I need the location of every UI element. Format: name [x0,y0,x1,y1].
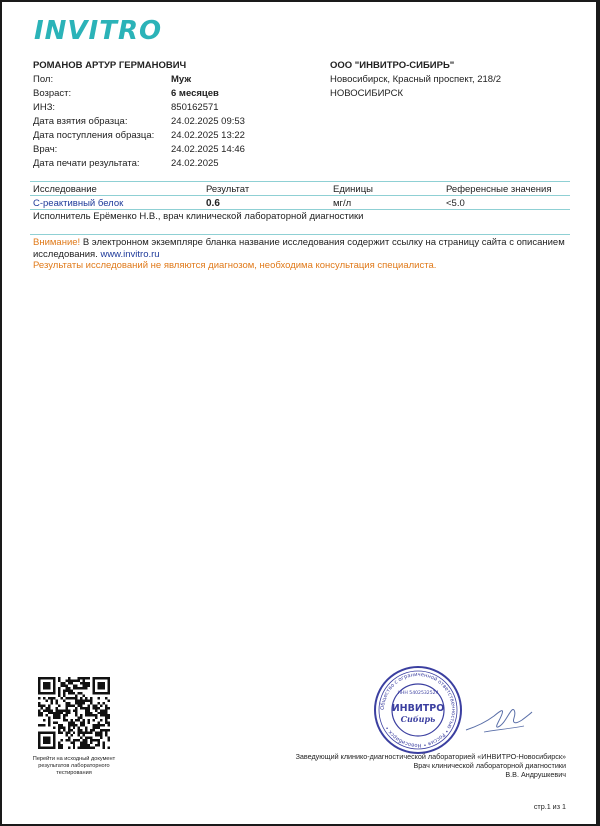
lab-city: НОВОСИБИРСК [330,88,404,99]
field-value-print-date: 24.02.2025 [171,158,219,169]
field-label-age: Возраст: [33,88,72,99]
column-header-units: Единицы [333,184,374,195]
signer-name: В.В. Андрушкевич [505,770,566,779]
field-value-sample-taken: 24.02.2025 09:53 [171,116,245,127]
field-label-sample-taken: Дата взятия образца: [33,116,128,127]
stamp-inn: ИНН 5402532524 [397,691,439,696]
disclaimer-text: Результаты исследований не являются диагнозом, необходима консультация специалиста. [33,260,437,271]
lab-name: ООО "ИНВИТРО-СИБИРЬ" [330,60,455,71]
notice-warning-word: Внимание! [33,237,81,248]
table-header-divider [30,195,570,196]
stamp-center-line1: ИНВИТРО [391,703,445,714]
field-label-sample-received: Дата поступления образца: [33,130,155,141]
test-result: 0.6 [206,198,220,209]
lab-address: Новосибирск, Красный проспект, 218/2 [330,74,502,85]
invitro-logo: INVITRO [34,16,163,46]
qr-code[interactable] [38,677,110,749]
test-reference: <5.0 [446,198,465,209]
field-value-sample-received: 24.02.2025 13:22 [171,130,245,141]
field-label-doctor: Врач: [33,144,58,155]
field-value-sex: Муж [171,74,192,85]
stamp-center-line2: Сибирь [400,714,436,724]
notice-paragraph [33,237,573,261]
field-value-age: 6 месяцев [171,88,219,99]
executor-line: Исполнитель Ерёменко Н.В., врач клинической лабораторной диагностики [33,211,364,222]
field-label-inz: ИНЗ: [33,102,56,113]
table-top-border [30,181,570,182]
column-header-reference: Референсные значения [446,184,552,195]
field-value-doctor: 24.02.2025 14:46 [171,144,245,155]
signer-position-2: Врач клинической лабораторной диагностики [413,761,566,770]
field-value-inz: 850162571 [171,102,219,113]
stamp-ring-text: Общество с ограниченной ответственностью • Россия • Новосибирск • [379,671,457,749]
qr-caption: Перейти на исходный документ результатов лабораторного тестирования [32,756,116,776]
patient-name: РОМАНОВ АРТУР ГЕРМАНОВИЧ [33,60,187,71]
lab-stamp [372,664,464,756]
invitro-site-link[interactable]: www.invitro.ru [100,249,160,260]
column-header-result: Результат [206,184,250,195]
result-document [2,2,596,824]
signer-position-1: Заведующий клинико-диагностической лабораторией «ИНВИТРО-Новосибирск» [295,752,566,761]
field-label-sex: Пол: [33,74,54,85]
table-bottom-border [30,209,570,210]
notice-text: В электронном экземпляре бланка название исследования содержит ссылку на страницу сайта с описанием исследования. [33,237,565,260]
test-units: мг/л [333,198,352,209]
test-name-link[interactable]: С-реактивный белок [33,198,124,209]
doctor-signature [464,700,534,740]
field-label-print-date: Дата печати результата: [33,158,140,169]
column-header-test: Исследование [33,184,97,195]
notice-divider [30,234,570,235]
page-number: стр.1 из 1 [533,802,566,811]
